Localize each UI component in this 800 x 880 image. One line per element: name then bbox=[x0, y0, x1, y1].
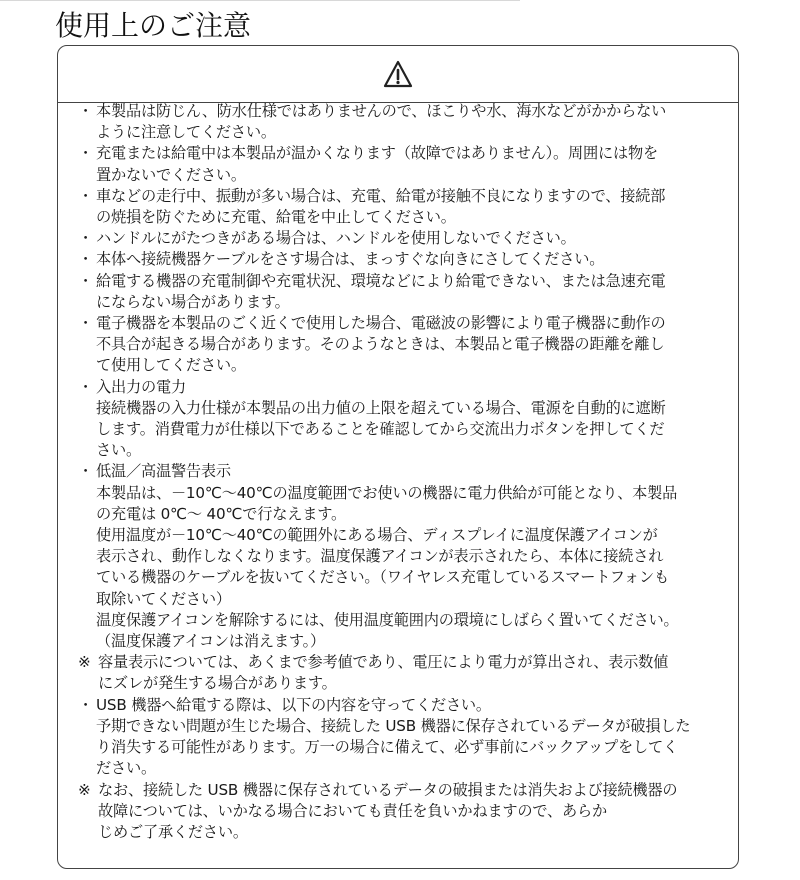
top-divider bbox=[0, 0, 520, 1]
note-item bbox=[78, 249, 728, 270]
note-item bbox=[78, 228, 728, 249]
bullet-mark: ・ bbox=[78, 229, 93, 248]
bullet-mark: ・ bbox=[78, 102, 93, 120]
note-item bbox=[78, 377, 728, 462]
note-line: します。消費電力が仕様以下であることを確認してから交流出力ボタンを押してくだ bbox=[96, 420, 665, 439]
note-line: 電子機器を本製品のごく近くで使用した場合、電磁波の影響により電子機器に動作の bbox=[96, 314, 666, 333]
bullet-mark: ・ bbox=[78, 377, 93, 396]
note-line: にならない場合があります。 bbox=[96, 292, 290, 311]
note-line: さい。 bbox=[96, 441, 141, 460]
note-line: 車などの走行中、振動が多い場合は、充電、給電が接触不良になりますので、接続部 bbox=[96, 186, 666, 205]
note-line: 低温／高温警告表示 bbox=[96, 462, 231, 481]
note-line: USB 機器へ給電する際は、以下の内容を守ってください。 bbox=[96, 695, 491, 714]
note-line: 充電または給電中は本製品が温かくなります（故障ではありません）。周囲には物を bbox=[96, 144, 658, 163]
page-title: 使用上のご注意 bbox=[55, 9, 252, 42]
note-line: なお、接続した USB 機器に保存されているデータの破損または消失および接続機器の bbox=[98, 780, 678, 799]
bullet-mark: ・ bbox=[78, 462, 93, 481]
reference-mark: ※ bbox=[78, 780, 91, 799]
note-line: 予期できない問題が生じた場合、接続した USB 機器に保存されているデータが破損した bbox=[96, 716, 691, 735]
bullet-mark: ・ bbox=[78, 695, 93, 714]
bullet-mark: ・ bbox=[78, 186, 93, 205]
note-line: り消失する可能性があります。万一の場合に備えて、必ず事前にバックアップをしてく bbox=[96, 738, 678, 757]
reference-mark: ※ bbox=[78, 653, 91, 672]
note-item bbox=[78, 101, 728, 143]
note-line: 不具合が起きる場合があります。そのようなときは、本製品と電子機器の距離を離し bbox=[96, 335, 665, 354]
note-line: 本製品は防じん、防水仕様ではありませんので、ほこりや水、海水などがかからない bbox=[96, 102, 667, 120]
note-line: 入出力の電力 bbox=[96, 377, 186, 396]
caution-box bbox=[57, 45, 739, 869]
note-line: 給電する機器の充電制御や充電状況、環境などにより給電できない、または急速充電 bbox=[96, 271, 666, 290]
note-item bbox=[78, 143, 728, 185]
bullet-mark: ・ bbox=[78, 314, 93, 333]
note-line: にズレが発生する場合があります。 bbox=[98, 674, 337, 693]
note-line: （温度保護アイコンは消えます。） bbox=[96, 632, 326, 651]
note-line: 本体へ接続機器ケーブルをさす場合は、まっすぐな向きにさしてください。 bbox=[96, 250, 605, 269]
note-line: て使用してください。 bbox=[96, 356, 246, 375]
note-item bbox=[78, 780, 728, 844]
note-line: 容量表示については、あくまで参考値であり、電圧により電力が算出され、表示数値 bbox=[98, 653, 669, 672]
warning-triangle-icon bbox=[383, 60, 413, 88]
note-item bbox=[78, 652, 728, 694]
note-line: じめご了承ください。 bbox=[98, 822, 248, 841]
note-line: 置かないでください。 bbox=[96, 165, 246, 184]
note-line: 温度保護アイコンを解除するには、使用温度範囲内の環境にしばらく置いてください。 bbox=[96, 610, 679, 629]
note-line: 本製品は、－10℃～40℃の温度範囲でお使いの機器に電力供給が可能となり、本製品 bbox=[96, 483, 678, 502]
bullet-mark: ・ bbox=[78, 271, 93, 290]
caution-header bbox=[58, 46, 738, 103]
note-item bbox=[78, 695, 728, 780]
bullet-mark: ・ bbox=[78, 250, 93, 269]
note-line: 表示され、動作しなくなります。温度保護アイコンが表示されたら、本体に接続され bbox=[96, 547, 664, 566]
note-item bbox=[78, 313, 728, 377]
note-line: ださい。 bbox=[96, 759, 156, 778]
note-line: の焼損を防ぐために充電、給電を中止してください。 bbox=[96, 208, 456, 227]
note-item bbox=[78, 461, 728, 652]
note-line: ている機器のケーブルを抜いてください。（ワイヤレス充電しているスマートフォンも bbox=[96, 568, 669, 587]
note-line: 故障については、いかなる場合においても責任を負いかねますので、あらか bbox=[98, 801, 607, 820]
note-line: ハンドルにがたつきがある場合は、ハンドルを使用しないでください。 bbox=[96, 229, 576, 248]
note-line: 接続機器の入力仕様が本製品の出力値の上限を超えている場合、電源を自動的に遮断 bbox=[96, 398, 666, 417]
note-item bbox=[78, 186, 728, 228]
note-line: 使用温度が－10℃～40℃の範囲外にある場合、ディスプレイに温度保護アイコンが bbox=[96, 526, 658, 545]
note-line: ように注意してください。 bbox=[96, 123, 276, 142]
note-line: の充電は 0℃～ 40℃で行なえます。 bbox=[96, 504, 346, 523]
note-item bbox=[78, 271, 728, 313]
bullet-mark: ・ bbox=[78, 144, 93, 163]
note-line: 取除いてください） bbox=[96, 589, 231, 608]
notes-list bbox=[78, 101, 728, 843]
